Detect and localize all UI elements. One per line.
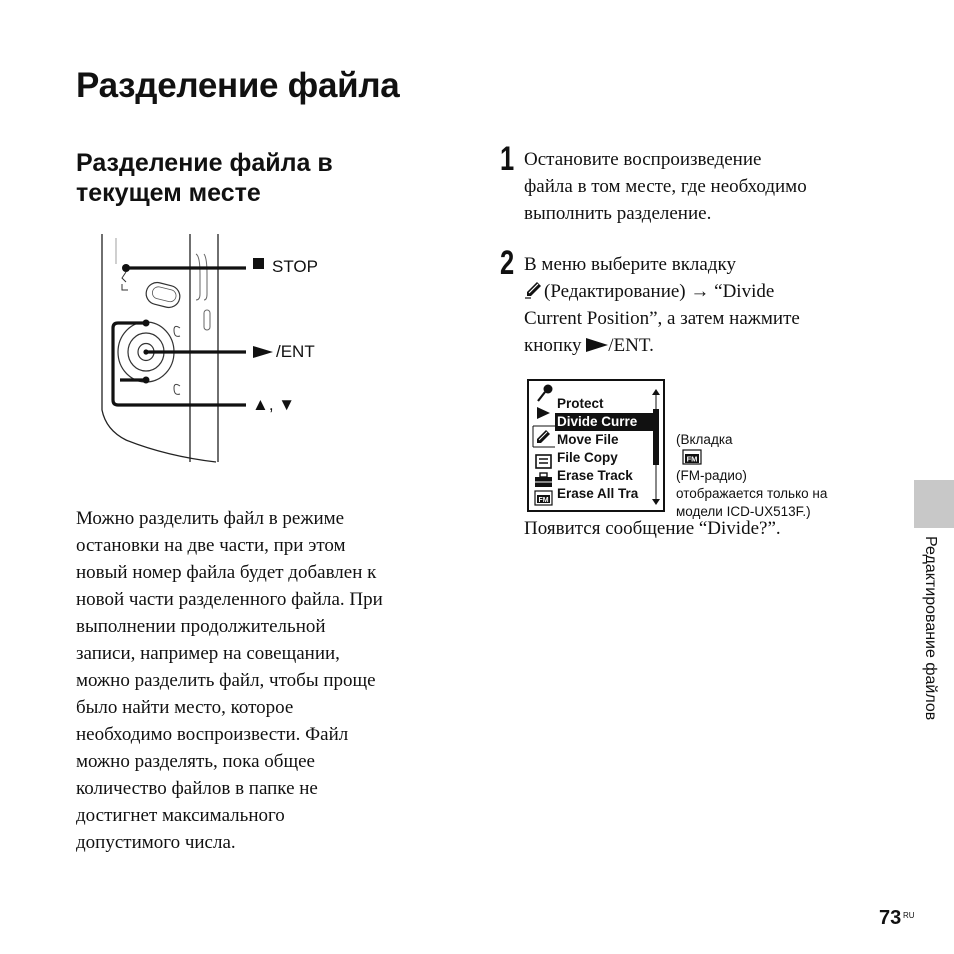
fm-tab-note: (Вкладка FM (FM-радио) отображается только на модели ICD-UX513F.) bbox=[676, 432, 828, 519]
play-icon bbox=[586, 338, 608, 352]
lcd-menu-item: Erase Track bbox=[557, 468, 633, 483]
step-1-number: 1 bbox=[500, 140, 515, 178]
section-side-tab bbox=[914, 480, 954, 528]
edit-tab-icon bbox=[524, 281, 544, 299]
lcd-tab-icons bbox=[531, 381, 555, 511]
lcd-menu-item: Erase All Tra bbox=[557, 486, 639, 501]
fm-tab-icon bbox=[535, 491, 552, 505]
step-1-text: Остановите воспроизведение файла в том месте, где необходимо выполнить разделение. bbox=[524, 149, 807, 224]
result-message: Появится сообщение “Divide?”. bbox=[524, 518, 781, 539]
step-2-number: 2 bbox=[500, 244, 515, 282]
settings-tab-icon bbox=[536, 455, 551, 468]
page-number: 73 bbox=[879, 907, 902, 929]
svg-text:FM: FM bbox=[538, 497, 549, 504]
arrow-icon: → bbox=[690, 281, 710, 302]
lcd-menu-item: File Copy bbox=[557, 450, 618, 465]
stop-label: STOP bbox=[272, 257, 318, 276]
lcd-menu-item: Move File bbox=[557, 432, 619, 447]
toolbox-tab-icon bbox=[535, 473, 552, 487]
lcd-menu-screen bbox=[527, 379, 665, 512]
step-2-text: В меню выберите вкладку (Редактирование) → “Divide Current Position”, а затем нажмите кнопку /ENT. bbox=[524, 254, 800, 356]
play-ent-label: /ENT bbox=[276, 342, 315, 361]
up-down-label: ▲, ▼ bbox=[252, 395, 296, 414]
lcd-menu-item: Protect bbox=[557, 396, 604, 411]
edit-tab-icon bbox=[537, 430, 550, 443]
play-tab-icon bbox=[537, 407, 550, 419]
page-language-suffix: RU bbox=[903, 911, 915, 920]
svg-text:FM: FM bbox=[686, 454, 698, 464]
section-side-label: Редактирование файлов bbox=[922, 536, 939, 721]
description-paragraph: Можно разделить файл в режиме остановки на две части, при этом новый номер файла будет добавлен к новой части разделенного файла. При выполнении продолжительной записи, например на совещании, можно разделить файл, чтобы проще было найти место, которое необходимо воспроизвести. Файл можно разделять, пока общее количество файлов в папке не достигнет максимального допустимого числа. bbox=[76, 508, 383, 853]
page-title: Разделение файла bbox=[76, 66, 400, 105]
lcd-scrollbar bbox=[651, 389, 661, 505]
lcd-menu-item-selected: Divide Curre bbox=[555, 413, 653, 431]
fm-icon bbox=[682, 449, 702, 465]
device-illustration bbox=[96, 234, 336, 464]
microphone-icon bbox=[538, 385, 553, 402]
section-subtitle: Разделение файла в текущем месте bbox=[76, 149, 333, 207]
